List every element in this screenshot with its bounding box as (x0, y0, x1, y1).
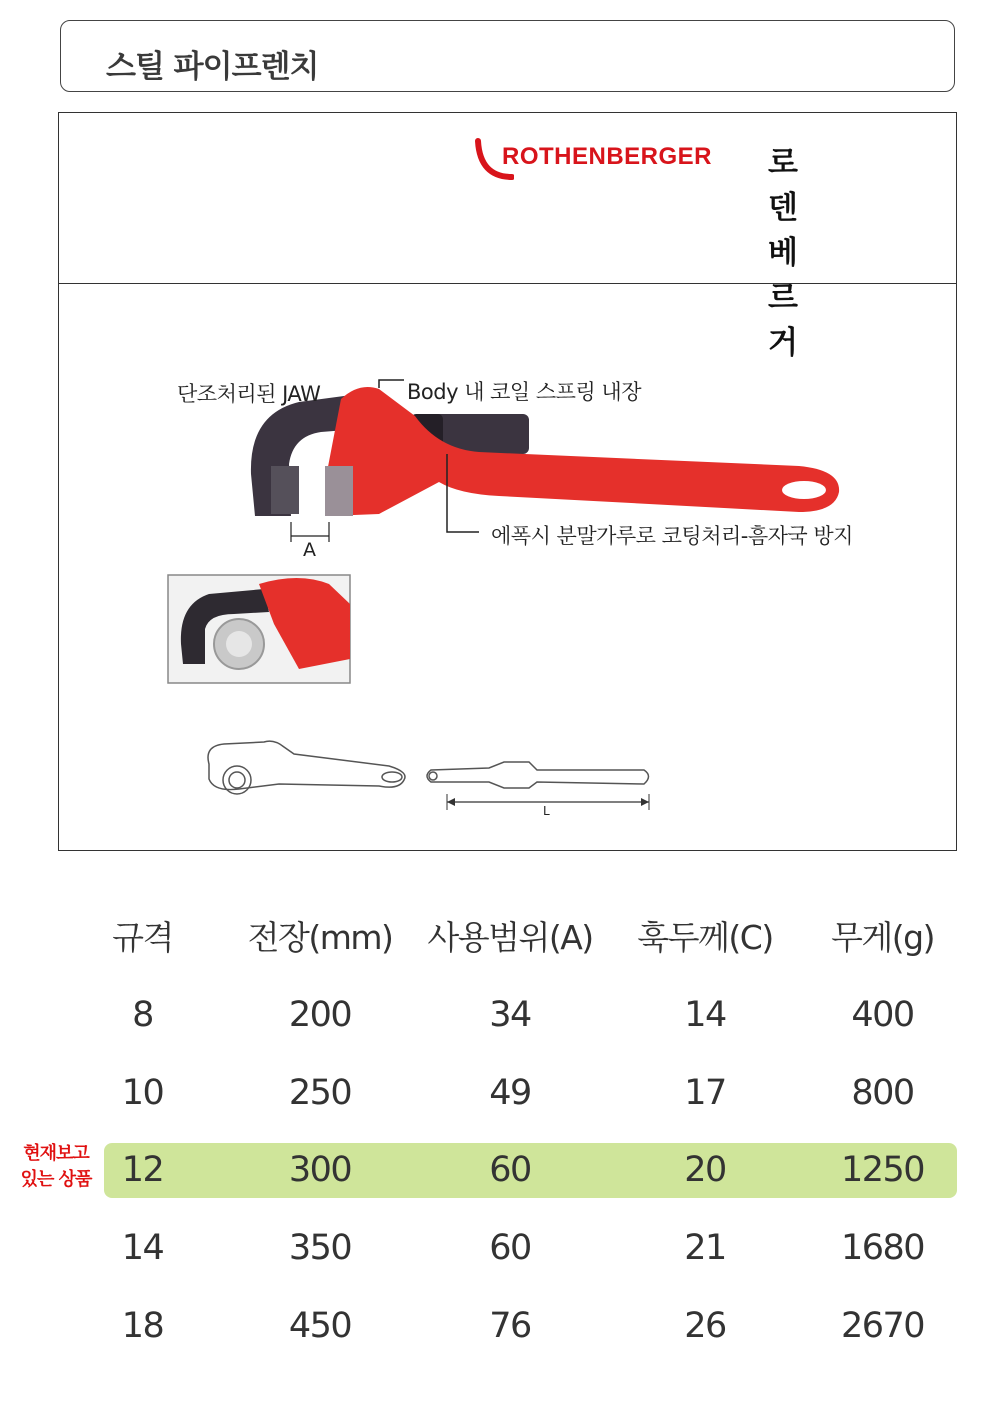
cell-size: 18 (121, 1306, 164, 1346)
cell-length: 250 (288, 1073, 352, 1113)
cell-hook-thickness: 14 (684, 995, 726, 1035)
dimension-l-label: L (543, 804, 550, 818)
cell-weight: 800 (851, 1073, 914, 1113)
dimension-a-label: A (303, 539, 316, 561)
cell-length: 450 (288, 1306, 352, 1346)
cell-length: 200 (288, 995, 352, 1035)
cell-size: 10 (121, 1073, 164, 1113)
cell-range: 76 (489, 1306, 531, 1346)
header-size: 규격 (112, 918, 173, 957)
callout-jaw: 단조처리된 JAW (177, 382, 321, 406)
header-weight: 무게(g) (831, 918, 934, 957)
cell-hook-thickness: 17 (684, 1073, 726, 1113)
outline-drawings (208, 741, 649, 794)
table-row (0, 1299, 1000, 1354)
product-image-box (58, 284, 957, 851)
callout-coating: 에폭시 분말가루로 코팅처리-흠자국 방지 (491, 524, 853, 548)
cell-range: 34 (489, 995, 531, 1035)
cell-weight: 1680 (840, 1228, 925, 1268)
table-header-row (0, 910, 1000, 965)
cell-weight: 2670 (840, 1306, 925, 1346)
cell-range: 60 (489, 1228, 531, 1268)
cell-hook-thickness: 26 (684, 1306, 726, 1346)
cell-range: 49 (489, 1073, 531, 1113)
jaw-teeth-shape (271, 466, 299, 514)
product-title-box (60, 20, 955, 92)
callout-spring: Body 내 코일 스프링 내장 (407, 380, 642, 404)
table-row (0, 988, 1000, 1043)
table-row (0, 1066, 1000, 1121)
product-title: 스틸 파이프렌치 (106, 49, 319, 85)
pipe-wrench-illustration (251, 387, 839, 516)
handle-hole-shape (782, 481, 826, 499)
brand-box (58, 112, 957, 361)
cell-hook-thickness: 20 (684, 1150, 726, 1190)
cell-weight: 1250 (840, 1150, 925, 1190)
cell-length: 300 (288, 1150, 352, 1190)
header-length: 전장(mm) (247, 918, 393, 957)
cell-range: 60 (489, 1150, 531, 1190)
brand-latin-name: ROTHENBERGER (502, 143, 713, 170)
table-row (0, 1221, 1000, 1276)
brand-korean-name: 로덴베르거 (768, 145, 797, 361)
wrench-body-shape (327, 387, 839, 516)
cell-size: 14 (121, 1228, 164, 1268)
cell-weight: 400 (851, 995, 914, 1035)
body-teeth-shape (325, 466, 353, 516)
header-range: 사용범위(A) (427, 918, 593, 957)
current-product-label-line2: 있는 상품 (20, 1169, 92, 1190)
cell-length: 350 (288, 1228, 352, 1268)
header-hook-thickness: 훅두께(C) (637, 918, 773, 957)
wrench-diagram (59, 284, 958, 851)
table-row-current (0, 1143, 1000, 1198)
cell-size: 8 (132, 995, 153, 1035)
current-product-label-line1: 현재보고 (23, 1143, 89, 1164)
cell-hook-thickness: 21 (684, 1228, 726, 1268)
cell-size: 12 (121, 1150, 164, 1190)
inset-photo (168, 575, 350, 683)
